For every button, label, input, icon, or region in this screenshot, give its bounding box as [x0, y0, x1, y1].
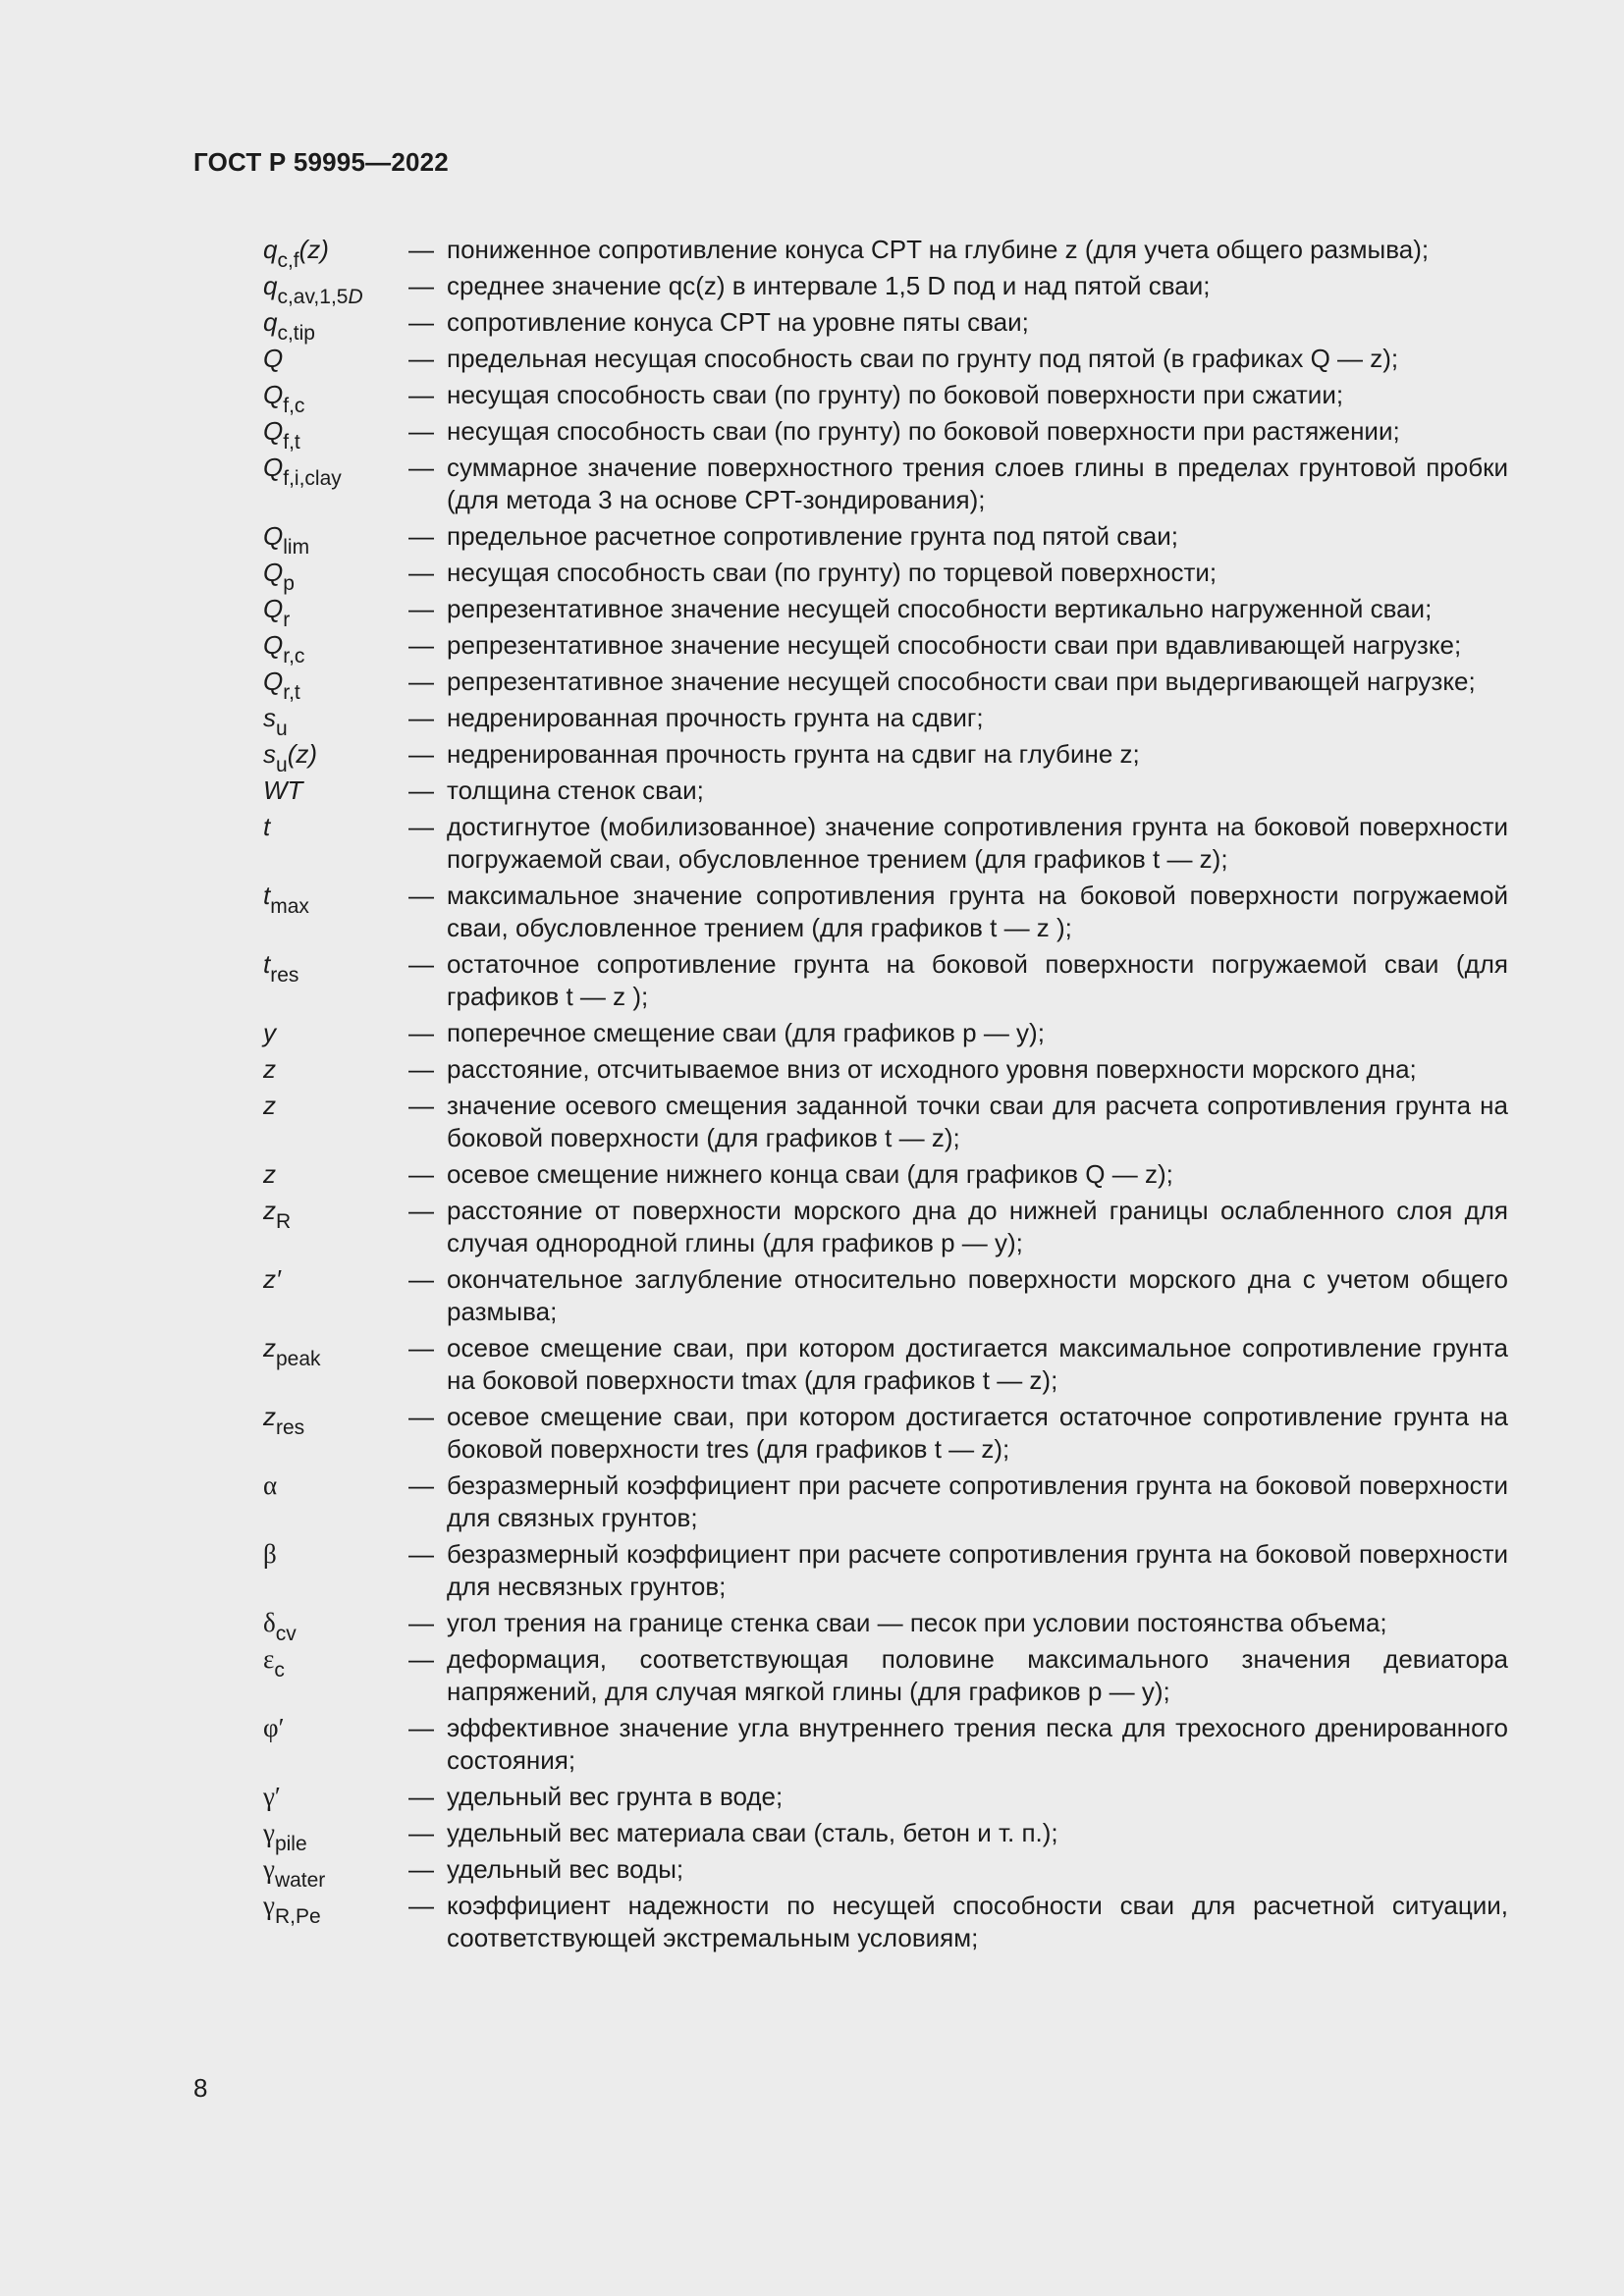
symbol [263, 738, 408, 776]
symbol-base: t [263, 949, 271, 979]
em-dash: — [408, 812, 434, 841]
em-dash: — [408, 739, 434, 769]
symbol [263, 1538, 408, 1603]
symbol-subscript: pile [274, 1833, 307, 1855]
symbol-greek: β [263, 1539, 277, 1569]
symbol-base: z [263, 1054, 276, 1084]
symbol-base: Q [263, 344, 284, 373]
symbol-greek: ε [263, 1644, 275, 1674]
symbol [263, 1781, 408, 1813]
definition-row [263, 306, 1508, 345]
definition-row [263, 1538, 1508, 1603]
symbol-subscript: res [276, 1416, 305, 1439]
definition-text: значение осевого смещения заданной точки сваи для расчета сопротивления грунта на боковой поверхности (для графиков t — z); [447, 1091, 1508, 1152]
symbol [263, 666, 408, 704]
symbol-base: y [263, 1018, 276, 1047]
symbol [263, 1853, 408, 1892]
definition-text: удельный вес воды; [447, 1854, 684, 1884]
em-dash: — [408, 1196, 434, 1225]
em-dash: — [408, 1091, 434, 1120]
symbol [263, 1607, 408, 1645]
em-dash: — [408, 1713, 434, 1742]
symbol-base: t [263, 881, 271, 910]
definition-text: эффективное значение угла внутреннего трения песка для трехосного дренированного состояния; [447, 1713, 1508, 1775]
em-dash: — [408, 1891, 434, 1920]
symbol [263, 880, 408, 944]
symbol-subscript: c,tip [277, 322, 315, 345]
definition-row [263, 880, 1508, 944]
symbol [263, 415, 408, 454]
symbol-base: Q [263, 667, 284, 696]
symbol-subscript: u [276, 754, 288, 776]
symbol-greek: γ [263, 1854, 275, 1884]
em-dash: — [408, 1264, 434, 1294]
definition-text: угол трения на границе стенка сваи — песок при условии постоянства объема; [447, 1608, 1387, 1637]
symbol [263, 1469, 408, 1534]
symbol-subscript: r,c [283, 645, 305, 667]
em-dash: — [408, 1470, 434, 1500]
symbol [263, 593, 408, 631]
symbol-greek: γ [263, 1818, 275, 1847]
symbol [263, 1332, 408, 1397]
symbol [263, 270, 408, 308]
symbol-subscript: peak [276, 1348, 321, 1370]
em-dash: — [408, 1018, 434, 1047]
definition-text: расстояние от поверхности морского дна до нижней границы ослабленного слоя для случая однородной глины (для графиков p — y); [447, 1196, 1508, 1257]
definition-row [263, 1817, 1508, 1855]
em-dash: — [408, 1644, 434, 1674]
definition-row [263, 557, 1508, 595]
symbol-base: q [263, 271, 278, 300]
em-dash: — [408, 881, 434, 910]
definition-text: коэффициент надежности по несущей способности сваи для расчетной ситуации, соответствующей экстремальным условиям; [447, 1891, 1508, 1952]
definition-text: поперечное смещение сваи (для графиков p — y); [447, 1018, 1045, 1047]
definition-row [263, 811, 1508, 876]
em-dash: — [408, 1539, 434, 1569]
symbol [263, 1158, 408, 1191]
symbols-list [263, 234, 1508, 1958]
definition-row [263, 666, 1508, 704]
symbol-subscript: r,t [283, 681, 300, 704]
symbol-base: Q [263, 594, 284, 623]
symbol-greek: δ [263, 1608, 276, 1637]
definition-text: удельный вес грунта в воде; [447, 1782, 784, 1811]
definition-text: осевое смещение сваи, при котором достигается максимальное сопротивление грунта на боковой поверхности tmax (для графиков t — z); [447, 1333, 1508, 1395]
definition-text: достигнутое (мобилизованное) значение сопротивления грунта на боковой поверхности погружаемой сваи, обусловленное трением (для графиков t — z); [447, 812, 1508, 874]
definition-row [263, 1853, 1508, 1892]
definition-text: предельная несущая способность сваи по грунту под пятой (в графиках Q — z); [447, 344, 1399, 373]
em-dash: — [408, 558, 434, 587]
definition-row [263, 1401, 1508, 1466]
symbol-base: t [263, 812, 271, 841]
definition-text: окончательное заглубление относительно поверхности морского дна с учетом общего размыва; [447, 1264, 1508, 1326]
definition-row [263, 1643, 1508, 1708]
symbol-subscript: lim [283, 536, 310, 559]
definition-row [263, 270, 1508, 308]
symbol-subscript: f,c [283, 395, 305, 417]
symbol-subscript: f,i,clay [283, 467, 342, 490]
definition-text: недренированная прочность грунта на сдвиг; [447, 703, 984, 732]
definition-text: суммарное значение поверхностного трения слоев глины в пределах грунтовой пробки (для метода 3 на основе CPT-зондирования); [447, 453, 1508, 514]
em-dash: — [408, 1402, 434, 1431]
symbol-subscript: c,av,1,5D [277, 286, 363, 308]
definition-row [263, 1263, 1508, 1328]
symbol-subscript: u [276, 718, 288, 740]
definition-text: расстояние, отсчитываемое вниз от исходного уровня поверхности морского дна; [447, 1054, 1417, 1084]
symbol-greek: γ′ [263, 1782, 281, 1811]
symbol-subscript: p [283, 572, 295, 595]
symbol [263, 1263, 408, 1328]
symbol [263, 343, 408, 375]
symbol [263, 629, 408, 667]
em-dash: — [408, 1818, 434, 1847]
symbol [263, 452, 408, 516]
definition-text: среднее значение qc(z) в интервале 1,5 D под и над пятой сваи; [447, 271, 1211, 300]
em-dash: — [408, 271, 434, 300]
definition-row [263, 1195, 1508, 1259]
symbol-subscript: R,Pe [274, 1905, 321, 1928]
em-dash: — [408, 453, 434, 482]
definition-row [263, 1017, 1508, 1049]
symbol-subscript: r [283, 609, 291, 631]
definition-row [263, 948, 1508, 1013]
definition-text: несущая способность сваи (по грунту) по торцевой поверхности; [447, 558, 1218, 587]
definition-row [263, 1781, 1508, 1813]
symbol-subscript: f,t [283, 431, 300, 454]
symbol-greek: φ′ [263, 1713, 285, 1742]
definition-row [263, 1469, 1508, 1534]
symbol [263, 1053, 408, 1086]
definition-text: репрезентативное значение несущей способности вертикально нагруженной сваи; [447, 594, 1433, 623]
symbol-base: Q [263, 380, 284, 409]
em-dash: — [408, 416, 434, 446]
definition-text: репрезентативное значение несущей способности сваи при вдавливающей нагрузке; [447, 630, 1462, 660]
definition-text: деформация, соответствующая половине максимального значения девиатора напряжений, для случая мягкой глины (для графиков p — y); [447, 1644, 1508, 1706]
em-dash: — [408, 1608, 434, 1637]
em-dash: — [408, 1054, 434, 1084]
symbol [263, 702, 408, 740]
symbol [263, 557, 408, 595]
symbol-base: Q [263, 558, 284, 587]
definition-text: несущая способность сваи (по грунту) по боковой поверхности при сжатии; [447, 380, 1344, 409]
em-dash: — [408, 235, 434, 264]
definition-row [263, 1712, 1508, 1777]
definition-row [263, 738, 1508, 776]
symbol [263, 1195, 408, 1259]
symbol-base: z [263, 1159, 276, 1189]
definition-text: сопротивление конуса CPT на уровне пяты сваи; [447, 307, 1029, 337]
document-header: ГОСТ Р 59995—2022 [193, 147, 449, 177]
symbol-base: q [263, 307, 278, 337]
symbol-base: Q [263, 453, 284, 482]
definition-text: удельный вес материала сваи (сталь, бетон и т. п.); [447, 1818, 1058, 1847]
symbol-base: Q [263, 416, 284, 446]
em-dash: — [408, 380, 434, 409]
em-dash: — [408, 594, 434, 623]
definition-row [263, 1053, 1508, 1086]
definition-text: недренированная прочность грунта на сдвиг на глубине z; [447, 739, 1140, 769]
definition-row [263, 1890, 1508, 1954]
definition-text: осевое смещение сваи, при котором достигается остаточное сопротивление грунта на боковой поверхности tres (для графиков t — z); [447, 1402, 1508, 1464]
page-number: 8 [193, 2073, 208, 2103]
symbol-suffix: (z) [298, 235, 329, 264]
definition-row [263, 702, 1508, 740]
definition-text: предельное расчетное сопротивление грунта под пятой сваи; [447, 521, 1178, 551]
symbol-base: z [263, 1091, 276, 1120]
definition-text: толщина стенок сваи; [447, 775, 704, 805]
definition-text: максимальное значение сопротивления грунта на боковой поверхности погружаемой сваи, обусловленное трением (для графиков t — z ); [447, 881, 1508, 942]
definition-text: безразмерный коэффициент при расчете сопротивления грунта на боковой поверхности для несвязных грунтов; [447, 1539, 1508, 1601]
symbol [263, 1712, 408, 1777]
em-dash: — [408, 1159, 434, 1189]
em-dash: — [408, 1782, 434, 1811]
definition-row [263, 774, 1508, 807]
definition-text: пониженное сопротивление конуса CPT на глубине z (для учета общего размыва); [447, 235, 1430, 264]
symbol-base: s [263, 703, 276, 732]
symbol [263, 520, 408, 559]
definition-row [263, 234, 1508, 272]
definition-text: несущая способность сваи (по грунту) по боковой поверхности при растяжении; [447, 416, 1400, 446]
definition-text: безразмерный коэффициент при расчете сопротивления грунта на боковой поверхности для связных грунтов; [447, 1470, 1508, 1532]
symbol [263, 1090, 408, 1154]
definition-row [263, 629, 1508, 667]
symbol [263, 1401, 408, 1466]
definition-text: остаточное сопротивление грунта на боковой поверхности погружаемой сваи (для графиков t — z ); [447, 949, 1508, 1011]
symbol-subscript: res [270, 964, 299, 987]
definition-row [263, 593, 1508, 631]
definition-text: осевое смещение нижнего конца сваи (для графиков Q — z); [447, 1159, 1173, 1189]
definition-row [263, 520, 1508, 559]
em-dash: — [408, 630, 434, 660]
symbol [263, 1643, 408, 1708]
symbol-base: s [263, 739, 276, 769]
symbol [263, 306, 408, 345]
symbol-subscript: max [270, 895, 309, 918]
definition-row [263, 379, 1508, 417]
symbol [263, 1017, 408, 1049]
symbol-base: z [263, 1402, 276, 1431]
symbol-subscript: c [274, 1659, 285, 1682]
definition-row [263, 343, 1508, 375]
definition-row [263, 452, 1508, 516]
symbol [263, 1817, 408, 1855]
symbol [263, 774, 408, 807]
symbol-base: Q [263, 521, 284, 551]
definition-row [263, 1607, 1508, 1645]
em-dash: — [408, 667, 434, 696]
symbol-base: z [263, 1333, 276, 1362]
symbol-suffix: (z) [287, 739, 318, 769]
symbol [263, 811, 408, 876]
symbol-subscript: cv [275, 1623, 297, 1645]
symbol-base: z [263, 1196, 276, 1225]
symbol-base: WT [263, 775, 303, 805]
em-dash: — [408, 307, 434, 337]
definition-text: репрезентативное значение несущей способности сваи при выдергивающей нагрузке; [447, 667, 1476, 696]
definition-row [263, 1090, 1508, 1154]
definition-row [263, 1158, 1508, 1191]
symbol-subscript: R [276, 1210, 292, 1233]
symbol [263, 1890, 408, 1954]
symbol-subscript: water [274, 1869, 326, 1892]
symbol [263, 948, 408, 1013]
definition-row [263, 415, 1508, 454]
symbol [263, 234, 408, 272]
symbol-base: q [263, 235, 278, 264]
em-dash: — [408, 1854, 434, 1884]
symbol-greek: γ [263, 1891, 275, 1920]
symbol-base: Q [263, 630, 284, 660]
symbol-subscript: c,f [277, 249, 299, 272]
definition-row [263, 1332, 1508, 1397]
em-dash: — [408, 703, 434, 732]
em-dash: — [408, 344, 434, 373]
symbol-greek: α [263, 1470, 278, 1500]
em-dash: — [408, 949, 434, 979]
em-dash: — [408, 775, 434, 805]
em-dash: — [408, 1333, 434, 1362]
symbol-base: z′ [263, 1264, 281, 1294]
em-dash: — [408, 521, 434, 551]
symbol [263, 379, 408, 417]
